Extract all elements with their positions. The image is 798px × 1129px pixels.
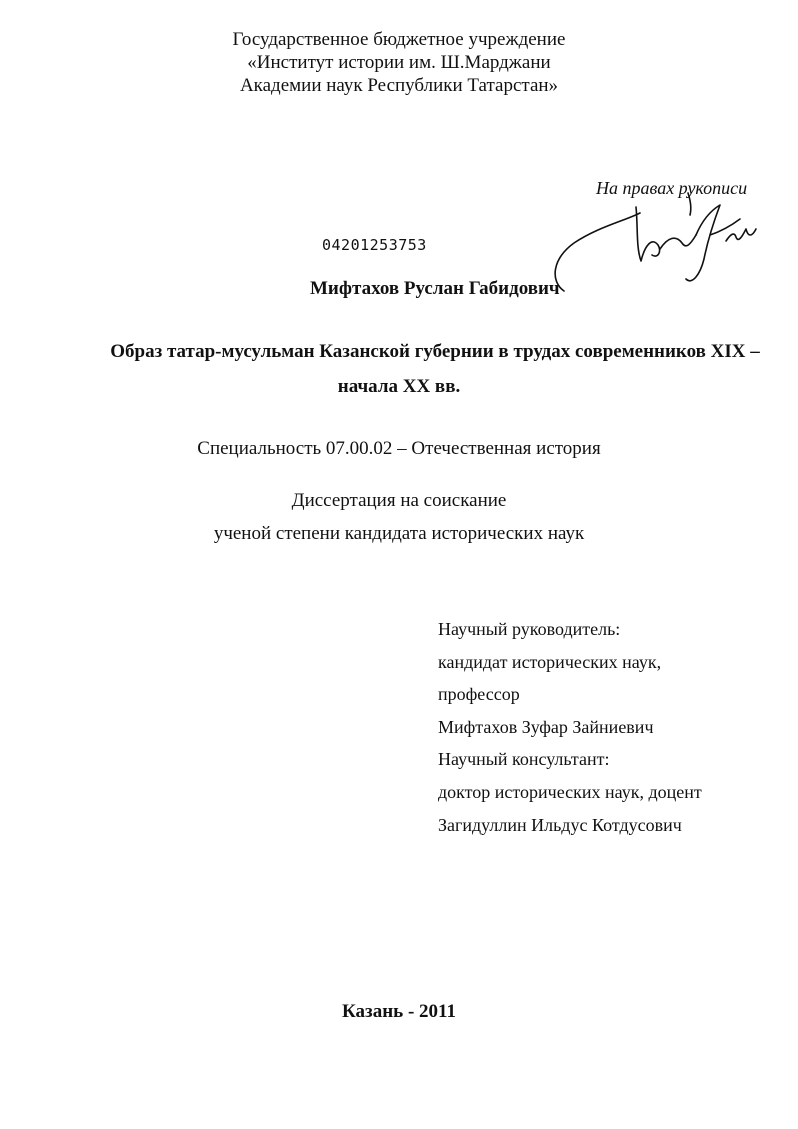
degree-statement-line: Диссертация на соискание	[291, 490, 507, 511]
dissertation-title-line-2: начала XX вв.	[337, 376, 461, 397]
consultant-name: Загидуллин Ильдус Котдусович	[438, 814, 682, 835]
supervisors-block	[438, 613, 702, 841]
supervisor-heading: Научный руководитель:	[438, 619, 621, 639]
dissertation-title-line-1: Образ татар-мусульман Казанской губернии в трудах современников XIX –	[110, 341, 760, 362]
city-year: Казань - 2011	[342, 1001, 456, 1022]
consultant-heading: Научный консультант:	[438, 749, 610, 770]
supervisor-rank: профессор	[438, 684, 520, 705]
institution-block	[0, 28, 798, 97]
consultant-degree: доктор исторических наук, доцент	[438, 781, 702, 802]
registry-code: 04201253753	[322, 236, 427, 254]
supervisor-name: Мифтахов Зуфар Зайниевич	[438, 716, 654, 737]
institution-line: Государственное бюджетное учреждение	[232, 29, 566, 50]
degree-statement	[0, 484, 798, 550]
supervisor-degree: кандидат исторических наук,	[438, 651, 662, 672]
institution-line: «Институт истории им. Ш.Марджани	[247, 52, 551, 73]
manuscript-rights-note: На правах рукописи	[596, 178, 748, 198]
specialty-line: Специальность 07.00.02 – Отечественная история	[197, 438, 601, 459]
handwritten-signature	[540, 185, 770, 305]
degree-statement-line: ученой степени кандидата исторических наук	[213, 523, 585, 544]
institution-line: Академии наук Республики Татарстан»	[239, 75, 559, 96]
author-name: Мифтахов Руслан Габидович	[310, 278, 560, 299]
